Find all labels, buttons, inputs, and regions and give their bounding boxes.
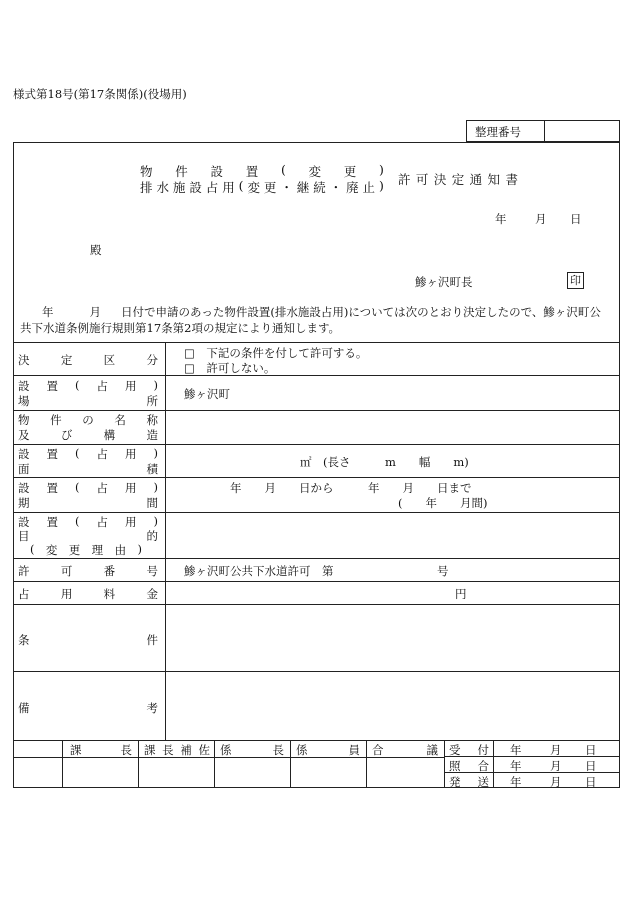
label-char: 期 xyxy=(18,496,30,510)
label-char: 可 xyxy=(60,564,73,578)
side-label-char: 合 xyxy=(477,759,489,773)
kikan-value-2[interactable]: ( 年 月間) xyxy=(398,496,488,510)
label-char: ( xyxy=(75,378,80,392)
title-char: 続 xyxy=(313,180,326,195)
label-char: 置 xyxy=(46,447,58,461)
label-char: 造 xyxy=(146,428,158,442)
approval-header-char: 長 xyxy=(120,743,132,757)
title-char: 用 xyxy=(222,180,235,195)
row-label-kyoka xyxy=(18,563,158,579)
approval-header-char: 合 xyxy=(372,743,384,757)
row-label-meisho-1 xyxy=(18,412,158,428)
biko-field[interactable] xyxy=(168,673,618,738)
label-char: ) xyxy=(153,514,158,528)
intro-paragraph: 年 月 日付で申請のあった物件設置(排水施設占用)については次のとおり決定したので、鯵ヶ沢町公 共下水道条例施行規則第17条第2項の規定により通知します。 xyxy=(20,305,601,335)
row-label-menseki-1 xyxy=(18,446,158,462)
stamp-kacho-hosa[interactable] xyxy=(139,758,214,787)
title-char: 定 xyxy=(451,172,465,187)
label-char: 理 xyxy=(91,543,104,557)
approval-header-char: 長 xyxy=(162,743,174,757)
label-char: 目 xyxy=(18,529,30,543)
title-char: 許 xyxy=(398,172,411,187)
row-label-kikan-2 xyxy=(18,495,158,511)
meisho-field[interactable] xyxy=(168,412,618,442)
title-char: 可 xyxy=(415,172,429,187)
title-char: 排 xyxy=(140,180,153,195)
label-char: 面 xyxy=(18,462,30,476)
title-char: ・ xyxy=(280,180,293,195)
title-char: 物 xyxy=(140,164,153,179)
side-label-char: 照 xyxy=(449,759,461,773)
title-char: 知 xyxy=(487,172,501,187)
ryokin-value[interactable]: 円 xyxy=(455,587,467,601)
label-char: ) xyxy=(153,480,158,494)
title-char: 書 xyxy=(505,172,518,187)
basho-value[interactable]: 鯵ヶ沢町 xyxy=(184,387,230,401)
label-char: ( xyxy=(30,542,35,556)
row-label-kettei xyxy=(18,352,158,368)
label-char: ) xyxy=(153,446,158,460)
seiri-bangou-input[interactable] xyxy=(546,122,618,140)
title-char: 決 xyxy=(433,172,447,187)
title-char: ( xyxy=(280,162,286,177)
stamp-kakariin[interactable] xyxy=(291,758,366,787)
row-label-kikan-1 xyxy=(18,480,158,496)
kettei-option-approve[interactable]: □ 下記の条件を付して許可する。 xyxy=(184,346,368,360)
stamp-kacho[interactable] xyxy=(63,758,138,787)
addressee-field[interactable] xyxy=(20,238,86,256)
label-char: 及 xyxy=(18,428,30,442)
row-label-menseki-2 xyxy=(18,461,158,477)
kikan-value-1[interactable]: 年 月 日から 年 月 日まで xyxy=(230,481,472,495)
side-label-char: 送 xyxy=(477,775,489,789)
title-char: 通 xyxy=(469,172,483,187)
row-label-basho-1 xyxy=(18,378,158,394)
label-char: 設 xyxy=(18,515,30,529)
label-char: 条 xyxy=(18,633,30,647)
title-char: 件 xyxy=(175,164,188,179)
side-label-shogo xyxy=(449,758,489,774)
label-char: 由 xyxy=(114,543,127,557)
row-label-ryokin xyxy=(18,586,158,602)
label-char: 金 xyxy=(146,587,158,601)
label-char: 間 xyxy=(146,496,158,510)
label-char: 占 xyxy=(96,447,108,461)
label-char: 用 xyxy=(125,379,137,393)
side-label-char: 付 xyxy=(477,743,489,757)
title-char: 占 xyxy=(205,180,219,195)
title-char: 継 xyxy=(296,180,310,195)
approval-header-char: 係 xyxy=(220,743,232,757)
title-char: 変 xyxy=(308,164,322,179)
title-char: 施 xyxy=(172,180,186,195)
label-char: 称 xyxy=(146,413,158,427)
menseki-value[interactable]: ㎡ (長さ m 幅 m) xyxy=(300,455,469,469)
approval-header-kakaricho xyxy=(220,742,284,758)
label-char: 占 xyxy=(96,515,108,529)
title-char: 更 xyxy=(263,180,277,195)
label-char: 号 xyxy=(146,564,158,578)
label-char: 用 xyxy=(60,587,73,601)
approval-header-char: 佐 xyxy=(198,743,210,757)
label-char: 分 xyxy=(146,353,158,367)
label-char: 考 xyxy=(146,701,158,715)
title-char: 置 xyxy=(245,164,259,179)
approval-header-kacho xyxy=(70,742,132,758)
row-label-meisho-2 xyxy=(18,427,158,443)
label-char: 置 xyxy=(46,481,58,495)
side-label-uketsuke xyxy=(449,742,489,758)
label-char: ( xyxy=(75,446,80,460)
label-char: 許 xyxy=(18,564,30,578)
approval-header-char: 長 xyxy=(272,743,284,757)
approval-header-gogi xyxy=(372,742,438,758)
title-char: 廃 xyxy=(346,180,359,195)
title-char: ・ xyxy=(329,180,343,195)
label-char: 置 xyxy=(46,515,58,529)
title-char: 水 xyxy=(156,180,169,195)
label-char: 定 xyxy=(60,353,73,367)
approval-header-char: 係 xyxy=(296,743,308,757)
label-char: 件 xyxy=(50,413,62,427)
seiri-bangou-label: 整理番号 xyxy=(475,125,521,139)
kettei-option-deny[interactable]: □ 許可しない。 xyxy=(184,361,276,375)
label-char: 変 xyxy=(45,543,58,557)
label-char: 用 xyxy=(125,515,137,529)
label-char: 決 xyxy=(18,353,30,367)
kyoka-value[interactable]: 鯵ヶ沢町公共下水道許可 第 号 xyxy=(184,564,449,578)
title-char: ) xyxy=(379,162,384,177)
row-label-biko xyxy=(18,700,158,716)
row-label-joken xyxy=(18,632,158,648)
title-char: ) xyxy=(378,178,384,193)
label-char: 設 xyxy=(18,481,30,495)
label-char: 所 xyxy=(146,394,158,408)
label-char: ) xyxy=(137,542,142,556)
label-char: び xyxy=(60,428,73,442)
label-char: 占 xyxy=(96,481,108,495)
label-char: 構 xyxy=(103,428,116,442)
label-char: 置 xyxy=(46,379,58,393)
label-char: 料 xyxy=(103,587,116,601)
form-label: 様式第18号(第17条関係)(役場用) xyxy=(13,87,187,101)
mokuteki-field[interactable] xyxy=(168,514,618,556)
row-label-mokuteki-3 xyxy=(30,542,142,558)
approval-header-char: 課 xyxy=(144,743,156,757)
approval-header-kacho-hosa xyxy=(144,742,210,758)
label-char: 名 xyxy=(114,413,126,427)
label-char: 区 xyxy=(103,353,116,367)
side-label-hasso xyxy=(449,774,489,790)
approval-header-char: 課 xyxy=(70,743,82,757)
row-label-basho-2 xyxy=(18,393,158,409)
label-char: 的 xyxy=(146,529,158,543)
label-char: ) xyxy=(153,378,158,392)
label-char: の xyxy=(82,413,94,427)
approval-header-char: 議 xyxy=(426,743,438,757)
approval-header-kakariin xyxy=(296,742,360,758)
title-char: ( xyxy=(238,178,244,193)
title-char: 設 xyxy=(189,180,202,195)
title-char: 変 xyxy=(247,180,260,195)
title-line2 xyxy=(140,178,384,196)
label-char: 用 xyxy=(125,447,137,461)
label-char: 番 xyxy=(103,564,116,578)
label-char: 更 xyxy=(68,543,81,557)
label-char: 用 xyxy=(125,481,137,495)
stamp-gogi[interactable] xyxy=(367,758,444,787)
label-char: 場 xyxy=(18,394,30,408)
title-char: 更 xyxy=(343,164,357,179)
side-label-char: 発 xyxy=(449,775,461,789)
label-char: 設 xyxy=(18,379,30,393)
seal-mark: 印 xyxy=(567,272,584,289)
label-char: 占 xyxy=(96,379,108,393)
joken-field[interactable] xyxy=(168,606,618,669)
approval-header-char: 補 xyxy=(180,743,192,757)
stamp-kakaricho[interactable] xyxy=(215,758,290,787)
side-label-char: 受 xyxy=(449,743,461,757)
label-char: ( xyxy=(75,480,80,494)
issuer: 鯵ヶ沢町長 xyxy=(415,275,473,289)
approval-header-char: 員 xyxy=(348,743,360,757)
label-char: 積 xyxy=(146,462,158,476)
label-char: ( xyxy=(75,514,80,528)
title-char: 設 xyxy=(210,164,223,179)
label-char: 設 xyxy=(18,447,30,461)
addressee-suffix: 殿 xyxy=(90,243,102,257)
label-char: 備 xyxy=(18,701,30,715)
label-char: 占 xyxy=(18,587,30,601)
label-char: 件 xyxy=(146,633,158,647)
title-char: 止 xyxy=(362,180,376,195)
label-char: 物 xyxy=(18,413,30,427)
title-suffix xyxy=(398,170,518,188)
